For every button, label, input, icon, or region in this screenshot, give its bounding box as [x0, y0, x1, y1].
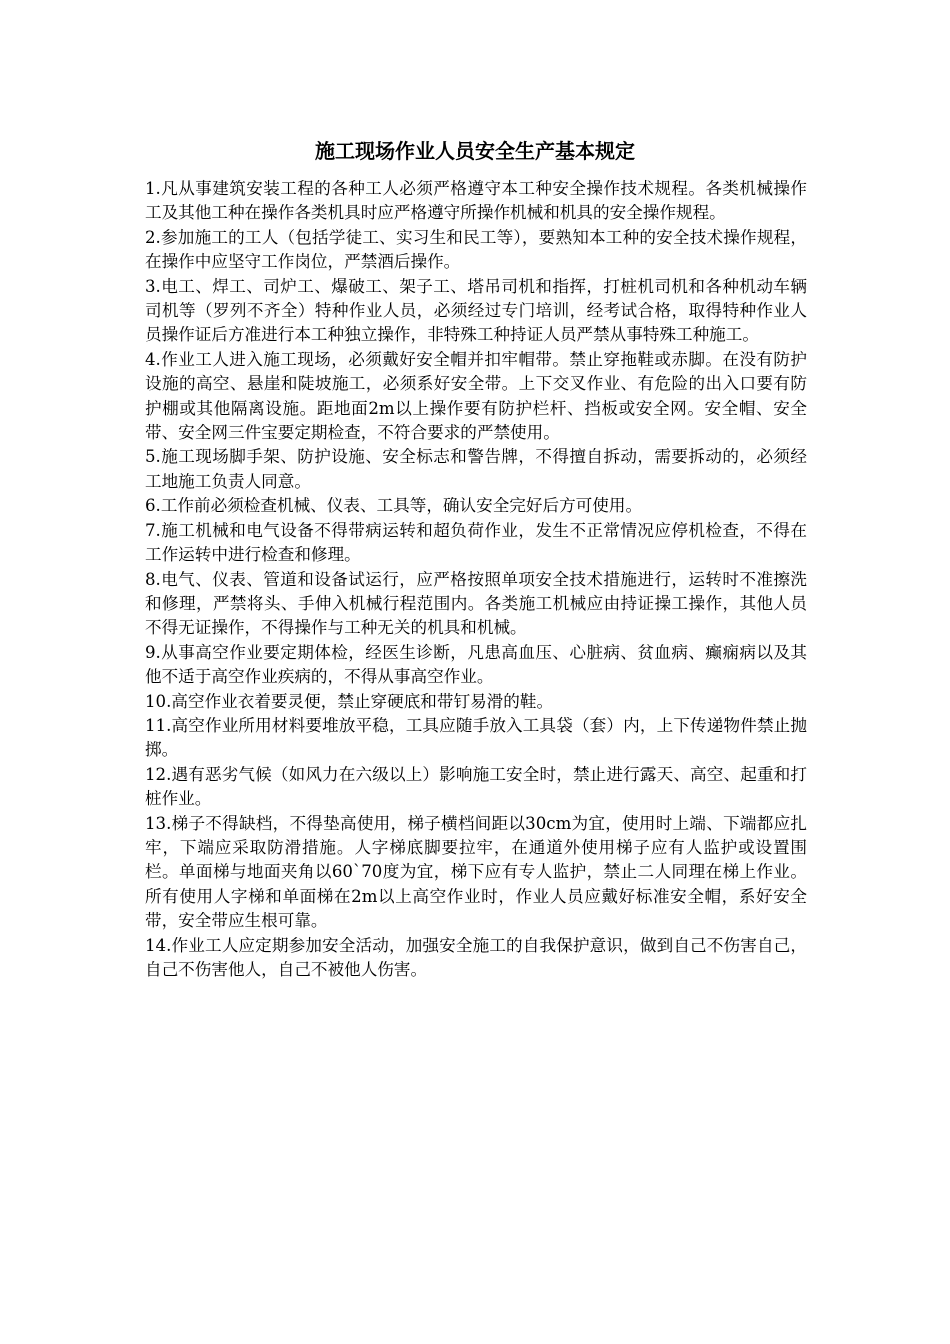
rule-paragraph-7: 7.施工机械和电气设备不得带病运转和超负荷作业，发生不正常情况应停机检查，不得在工作运转中进行检查和修理。: [145, 520, 807, 565]
rule-paragraph-2: 2.参加施工的工人（包括学徒工、实习生和民工等），要熟知本工种的安全技术操作规程，在操作中应坚守工作岗位，严禁酒后操作。: [145, 227, 807, 272]
rule-paragraph-1: 1.凡从事建筑安装工程的各种工人必须严格遵守本工种安全操作技术规程。各类机械操作工及其他工种在操作各类机具时应严格遵守所操作机械和机具的安全操作规程。: [145, 179, 807, 223]
document-title: 施工现场作业人员安全生产基本规定: [315, 139, 635, 163]
rule-paragraph-5: 5.施工现场脚手架、防护设施、安全标志和警告牌，不得擅自拆动，需要拆动的，必须经工地施工负责人同意。: [145, 447, 807, 491]
rule-paragraph-11: 11.高空作业所用材料要堆放平稳，工具应随手放入工具袋（套）内，上下传递物件禁止抛掷。: [145, 715, 807, 760]
rule-paragraph-4: 4.作业工人进入施工现场，必须戴好安全帽并扣牢帽带。禁止穿拖鞋或赤脚。在没有防护设施的高空、悬崖和陡坡施工，必须系好安全带。上下交叉作业、有危险的出入口要有防护棚或其他隔离设施。距地面2m以上操作要有防护栏杆、挡板或安全网。安全帽、安全带、安全网三件宝要定期检查，不符合要求的严禁使用。: [145, 349, 807, 443]
document-body: [145, 177, 807, 982]
rule-paragraph-10: 10.高空作业衣着要灵便，禁止穿硬底和带钉易滑的鞋。: [145, 691, 554, 711]
rule-paragraph-12: 12.遇有恶劣气候（如风力在六级以上）影响施工安全时，禁止进行露天、高空、起重和打桩作业。: [145, 764, 807, 809]
rule-paragraph-13: 13.梯子不得缺档，不得垫高使用，梯子横档间距以30cm为宜，使用时上端、下端都应扎牢，下端应采取防滑措施。人字梯底脚要拉牢，在通道外使用梯子应有人监护或设置围栏。单面梯与地面夹角以60`70度为宜，梯下应有专人监护，禁止二人同理在梯上作业。所有使用人字梯和单面梯在2m以上高空作业时，作业人员应戴好标准安全帽，系好安全带，安全带应生根可靠。: [145, 813, 807, 931]
rule-paragraph-6: 6.工作前必须检查机械、仪表、工具等，确认安全完好后方可使用。: [145, 496, 643, 516]
rule-paragraph-3: 3.电工、焊工、司炉工、爆破工、架子工、塔吊司机和指挥，打桩机司机和各种机动车辆司机等（罗列不齐全）特种作业人员，必须经过专门培训，经考试合格，取得特种作业人员操作证后方准进行本工种独立操作，非特殊工种持证人员严禁从事特殊工种施工。: [145, 276, 807, 345]
rule-paragraph-9: 9.从事高空作业要定期体检，经医生诊断，凡患高血压、心脏病、贫血病、癫痫病以及其他不适于高空作业疾病的，不得从事高空作业。: [145, 642, 807, 687]
rule-paragraph-8: 8.电气、仪表、管道和设备试运行，应严格按照单项安全技术措施进行，运转时不准擦洗和修理，严禁将头、手伸入机械行程范围内。各类施工机械应由持证操工操作，其他人员不得无证操作，不得操作与工种无关的机具和机械。: [145, 569, 807, 638]
rule-paragraph-14: 14.作业工人应定期参加安全活动，加强安全施工的自我保护意识，做到自己不伤害自己，自己不伤害他人，自己不被他人伤害。: [145, 935, 807, 979]
